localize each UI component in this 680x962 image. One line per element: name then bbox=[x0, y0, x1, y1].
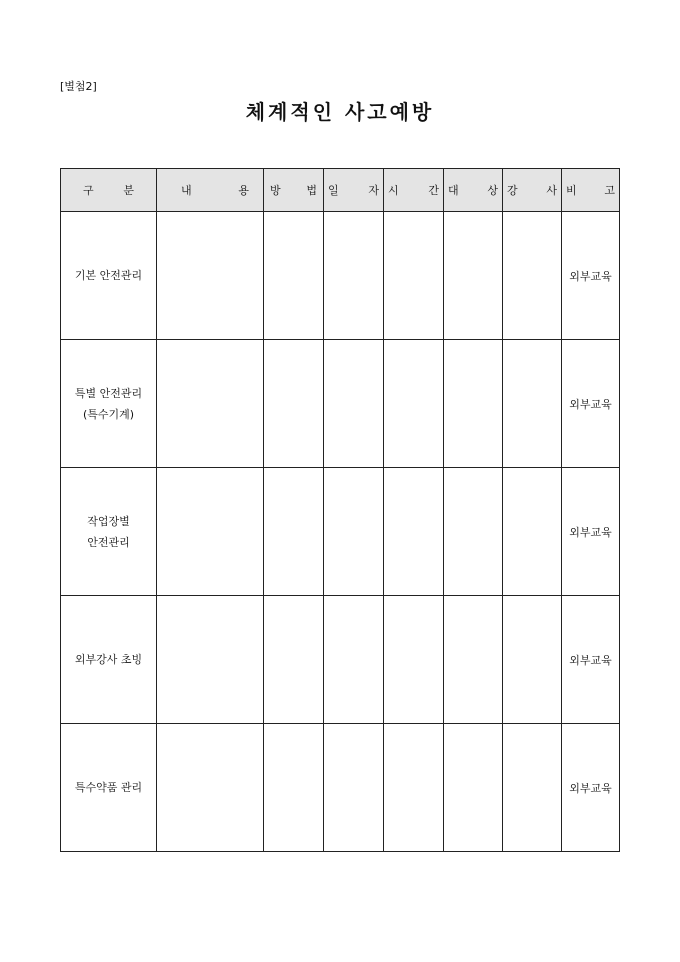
date-cell bbox=[324, 212, 384, 340]
instructor-cell bbox=[503, 212, 562, 340]
header-date: 일 자 bbox=[324, 169, 384, 212]
time-cell bbox=[384, 340, 444, 468]
content-cell bbox=[157, 596, 264, 724]
time-cell bbox=[384, 212, 444, 340]
table-row bbox=[61, 212, 620, 340]
category-cell: 특별 안전관리 (특수기계) bbox=[61, 340, 157, 468]
instructor-cell bbox=[503, 724, 562, 852]
content-cell bbox=[157, 724, 264, 852]
content-cell bbox=[157, 212, 264, 340]
safety-plan-table bbox=[60, 168, 620, 852]
content-cell bbox=[157, 468, 264, 596]
category-cell: 외부강사 초빙 bbox=[61, 596, 157, 724]
date-cell bbox=[324, 724, 384, 852]
target-cell bbox=[444, 724, 503, 852]
category-cell: 특수약품 관리 bbox=[61, 724, 157, 852]
time-cell bbox=[384, 724, 444, 852]
time-cell bbox=[384, 596, 444, 724]
method-cell bbox=[264, 468, 324, 596]
category-cell: 작업장별 안전관리 bbox=[61, 468, 157, 596]
date-cell bbox=[324, 596, 384, 724]
method-cell bbox=[264, 212, 324, 340]
instructor-cell bbox=[503, 340, 562, 468]
content-cell bbox=[157, 340, 264, 468]
table-header-row bbox=[61, 169, 620, 212]
remarks-cell: 외부교육 bbox=[562, 468, 620, 596]
table-row bbox=[61, 340, 620, 468]
remarks-cell: 외부교육 bbox=[562, 724, 620, 852]
method-cell bbox=[264, 340, 324, 468]
header-instructor: 강 사 bbox=[503, 169, 562, 212]
instructor-cell bbox=[503, 596, 562, 724]
remarks-cell: 외부교육 bbox=[562, 212, 620, 340]
attachment-label: [별첨2] bbox=[60, 80, 97, 93]
table-row bbox=[61, 724, 620, 852]
time-cell bbox=[384, 468, 444, 596]
remarks-cell: 외부교육 bbox=[562, 340, 620, 468]
page-title: 체계적인 사고예방 bbox=[245, 100, 435, 124]
table-row bbox=[61, 468, 620, 596]
target-cell bbox=[444, 212, 503, 340]
target-cell bbox=[444, 596, 503, 724]
table-row bbox=[61, 596, 620, 724]
method-cell bbox=[264, 724, 324, 852]
header-remarks: 비 고 bbox=[562, 169, 620, 212]
target-cell bbox=[444, 468, 503, 596]
category-cell: 기본 안전관리 bbox=[61, 212, 157, 340]
remarks-cell: 외부교육 bbox=[562, 596, 620, 724]
method-cell bbox=[264, 596, 324, 724]
date-cell bbox=[324, 468, 384, 596]
header-method: 방 법 bbox=[264, 169, 324, 212]
header-time: 시 간 bbox=[384, 169, 444, 212]
header-category: 구 분 bbox=[61, 169, 157, 212]
date-cell bbox=[324, 340, 384, 468]
header-content: 내 용 bbox=[157, 169, 264, 212]
target-cell bbox=[444, 340, 503, 468]
header-target: 대 상 bbox=[444, 169, 503, 212]
instructor-cell bbox=[503, 468, 562, 596]
